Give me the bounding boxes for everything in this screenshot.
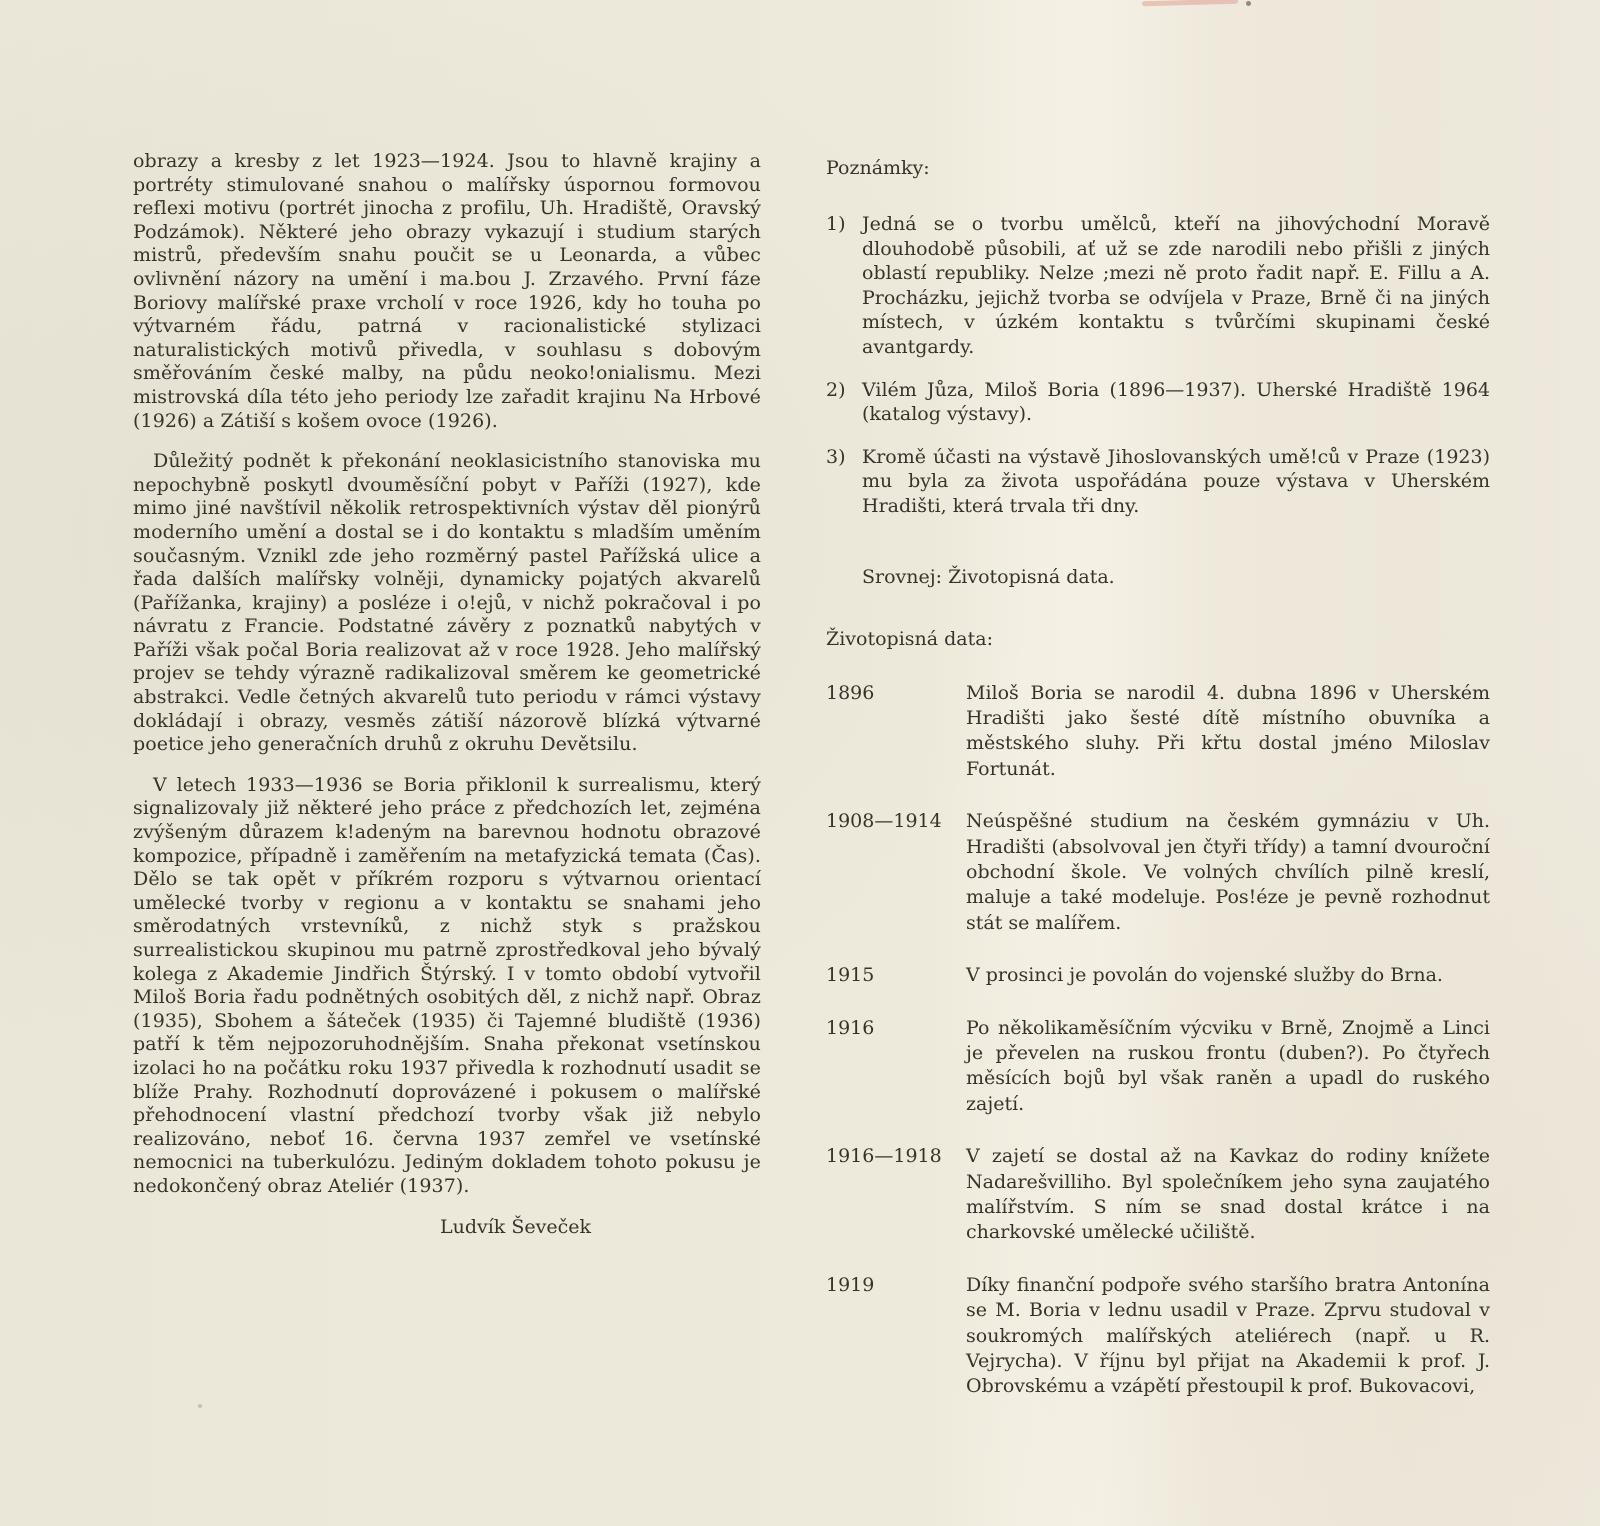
timeline-years: 1915 [826, 964, 875, 987]
note-number: 3) [826, 445, 846, 468]
note-text: Vilém Jůza, Miloš Boria (1896—1937). Uherské Hradiště 1964 (katalog výstavy). [862, 378, 1490, 426]
timeline-text: V zajetí se dostal až na Kavkaz do rodiny knížete Nadarešvilliho. Byl společníkem jeho syna zaujatého malířstvím. S ním se snad dostal krátce i na charkovské umělecké učiliště. [966, 1145, 1490, 1244]
biography-heading: Životopisná data: [826, 627, 993, 650]
author-signature: Ludvík Ševeček [439, 1215, 591, 1238]
timeline-years: 1919 [826, 1273, 875, 1296]
essay-paragraph-continuation: obrazy a kresby z let 1923—1924. Jsou to hlavně krajiny a portréty stimulované snahou o malířsky úspornou formovou reflexi motivu (portrét jinocha z profilu, Uh. Hradiště, Oravský Podzámok). Některé jeho obrazy vykazují i studium starých mistrů, především snahu poučit se u Leonarda, a vůbec ovlivnění názory na umění i ma.bou J. Zrzavého. První fáze Boriovy malířské praxe vrcholí v roce 1926, kdy ho touha po výtvarném řádu, patrná v racionalistické stylizaci naturalistických motivů přivedla, v souhlasu s dobovým směřováním české malby, na půdu neoko!onialismu. Mezi mistrovská díla této jeho periody lze zařadit krajinu Na Hrbové (1926) a Zátiší s košem ovoce (1926). [133, 150, 761, 432]
note-item-3 [826, 445, 1490, 519]
timeline-row-1915 [826, 963, 1490, 988]
notes-heading: Poznámky: [826, 157, 930, 179]
cross-reference: Srovnej: Životopisná data. [862, 565, 1115, 588]
timeline-text: Díky finanční podpoře svého staršího bratra Antonína se M. Boria v lednu usadil v Praze. Zprvu studoval v soukromých malířských ateliérech (např. u R. Vejrycha). V říjnu byl přijat na Akademii k prof. J. Obrovskému a vzápětí přestoupil k prof. Bukovacovi, [966, 1273, 1490, 1398]
scan-speck-artifact [1246, 1, 1251, 6]
timeline-text: Po několikaměsíčním výcviku v Brně, Znojmě a Linci je převelen na ruskou frontu (duben?). Po čtyřech měsících bojů byl však raněn a upadl do ruského zajetí. [966, 1016, 1490, 1115]
note-text: Jedná se o tvorbu umělců, kteří na jihovýchodní Moravě dlouhodobě působili, ať už se zde narodili nebo přišli z jiných oblastí republiky. Nelze ;mezi ně proto řadit např. E. Fillu a A. Procházku, jejichž tvorba se odvíjela v Praze, Brně či na jiných místech, v úzkém kontaktu s tvůrčími skupinami české avantgardy. [862, 213, 1490, 358]
timeline-text: V prosinci je povolán do vojenské služby do Brna. [966, 964, 1443, 987]
note-number: 2) [826, 378, 846, 401]
timeline-row-1916-1918 [826, 1144, 1490, 1246]
essay-paragraph-surrealism: V letech 1933—1936 se Boria přiklonil k surrealismu, který signalizovaly již některé jeho práce z předchozích let, zejména zvýšeným důrazem k!adeným na barevnou hodnotu obrazové kompozice, případně i zaměřením na metafyzická temata (Čas). Dělo se tak opět v příkrém rozporu s výtvarnou orientací umělecké tvorby v regionu a v kontaktu se snahami jeho směrodatných vrstevníků, z nichž styk s pražskou surrealistickou skupinou mu patrně zprostředkoval jeho bývalý kolega z Akademie Jindřich Štýrský. I v tomto období vytvořil Miloš Boria řadu podnětných osobitých děl, z nichž např. Obraz (1935), Sbohem a šáteček (1935) či Tajemné bludiště (1936) patří k těm nejpozoruhodnějším. Snaha překonat vsetínskou izolaci ho na počátku roku 1937 přivedla k rozhodnutí usadit se blíže Prahy. Rozhodnutí doprovázené i pokusem o malířské přehodnocení vlastní předchozí tvorby však již nebylo realizováno, neboť 16. června 1937 zemřel ve vsetínské nemocnici na tuberkulózu. Jediným dokladem tohoto pokusu je nedokončený obraz Ateliér (1937). [133, 773, 761, 1197]
timeline-row-1908-1914 [826, 809, 1490, 936]
scan-smudge-artifact [1142, 0, 1238, 6]
scan-speck-artifact [198, 1404, 202, 1408]
timeline-years: 1916—1918 [826, 1145, 942, 1168]
timeline-row-1916 [826, 1016, 1490, 1118]
essay-column [133, 150, 761, 1239]
note-item-2 [826, 378, 1490, 427]
note-item-1 [826, 212, 1490, 360]
note-text: Kromě účasti na výstavě Jihoslovanských umě!ců v Praze (1923) mu byla za života uspořádána pouze výstava v Uherském Hradišti, která trvala tři dny. [862, 445, 1490, 517]
timeline-text: Miloš Boria se narodil 4. dubna 1896 v Uherském Hradišti jako šesté dítě místního obuvníka a městského sluhy. Při křtu dostal jméno Miloslav Fortunát. [966, 681, 1490, 780]
note-number: 1) [826, 213, 846, 235]
notes-and-biography-column [826, 156, 1490, 1427]
timeline-row-1919 [826, 1273, 1490, 1400]
timeline-years: 1908—1914 [826, 810, 942, 833]
timeline-text: Neúspěšné studium na českém gymnáziu v Uh. Hradišti (absolvoval jen čtyři třídy) a tamní dvouroční obchodní škole. Ve volných chvílích pilně kreslí, maluje a také modeluje. Pos!éze je pevně rozhodnut stát se malířem. [966, 810, 1490, 934]
timeline-row-1896 [826, 681, 1490, 783]
timeline-years: 1916 [826, 1016, 875, 1039]
timeline-years: 1896 [826, 681, 875, 704]
essay-paragraph-paris: Důležitý podnět k překonání neoklasicistního stanoviska mu nepochybně poskytl dvouměsíční pobyt v Paříži (1927), kde mimo jiné navštívil několik retrospektivních výstav děl pionýrů moderního umění a dostal se i do kontaktu s mladším uměním současným. Vznikl zde jeho rozměrný pastel Pařížská ulice a řada dalších malířsky volněji, dynamicky pojatých akvarelů (Pařížanka, krajiny) a posléze i o!ejů, v nichž pokračoval i po návratu z Francie. Podstatné závěry z poznatků nabytých v Paříži však počal Boria realizovat až v roce 1928. Jeho malířský projev se tehdy výrazně radikalizoval směrem ke geometrické abstrakci. Vedle četných akvarelů tuto periodu v rámci výstavy dokládají i obrazy, vesměs zátiší názorově blízká výtvarné poetice jeho generačních druhů z okruhu Devětsilu. [133, 450, 761, 756]
